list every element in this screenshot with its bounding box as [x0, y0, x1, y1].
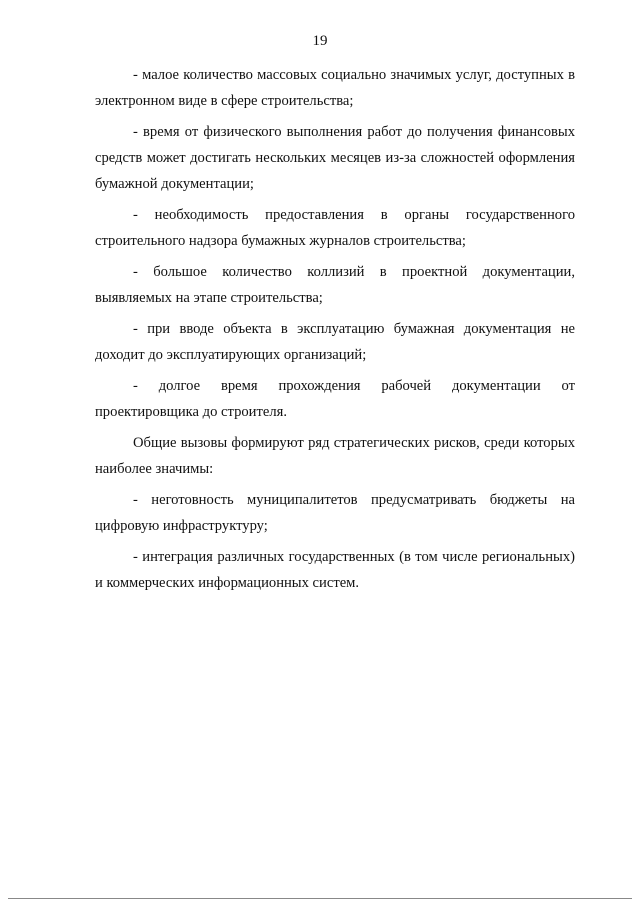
paragraph-1: - малое количество массовых социально значимых услуг, доступных в электронном виде в сфере строительства;	[95, 67, 575, 109]
paragraph-5: - при вводе объекта в эксплуатацию бумажная документация не доходит до эксплуатирующих организаций;	[95, 321, 575, 363]
paragraph-3: - необходимость предоставления в органы государственного строительного надзора бумажных журналов строительства;	[95, 207, 575, 249]
paragraph-7: Общие вызовы формируют ряд стратегических рисков, среди которых наиболее значимы:	[95, 435, 575, 477]
paragraph-6: - долгое время прохождения рабочей документации от проектировщика до строителя.	[95, 378, 575, 420]
page-bottom-edge	[8, 898, 632, 899]
paragraph-4: - большое количество коллизий в проектной документации, выявляемых на этапе строительства;	[95, 264, 575, 306]
document-body	[95, 62, 575, 601]
paragraph-9: - интеграция различных государственных (в том числе региональных) и коммерческих информационных систем.	[95, 549, 575, 591]
paragraph-2: - время от физического выполнения работ до получения финансовых средств может достигать нескольких месяцев из-за сложностей оформления бумажной документации;	[95, 124, 575, 192]
page-number: 19	[312, 33, 328, 49]
paragraph-8: - неготовность муниципалитетов предусматривать бюджеты на цифровую инфраструктуру;	[95, 492, 575, 534]
